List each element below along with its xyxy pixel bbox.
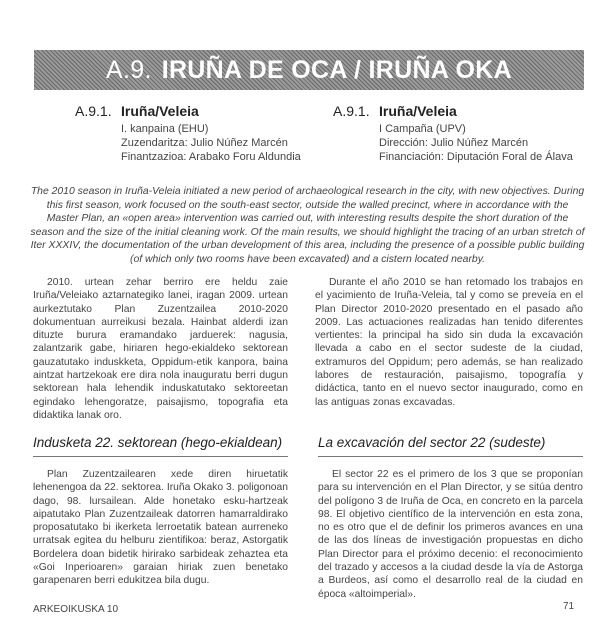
right-section-number: A.9.1. (333, 103, 370, 119)
right-meta (333, 103, 583, 164)
right-subheading: La excavación del sector 22 (sudeste) (318, 435, 546, 450)
right-meta-lines (379, 122, 583, 164)
left-body-paragraph-2: Plan Zuzentzailearen xede diren hiruetatik lehenengoa da 22. sektorea. Iruña Okako 3. poligonoan dago, 98. lursailean. Alde honetako esku-hartzeak aipatutako Plan Zuzentzaileak datorren hamarraldirako proposatutako bi ikerketa lerroetatik batean aurreneko urratsak egitea du helburu zientifikoa: beraz, Astorgatik Bordelera doan bidetik hirirako sarbideak zehaztea eta «Goi Inperioaren» garaian hiriak zuen benetako garapenaren berri edukitzea bila dugu. (33, 469, 288, 587)
left-meta-line: Finantzazioa: Arabako Foru Aldundia (121, 151, 301, 163)
right-meta-line: I Campaña (UPV) (379, 123, 466, 135)
right-subheading-rule (318, 456, 583, 457)
right-meta-line: Financiación: Diputación Foral de Álava (379, 151, 573, 163)
left-subheading: Indusketa 22. sektorean (hego-ekialdean) (33, 435, 283, 450)
left-section-number: A.9.1. (75, 103, 112, 119)
right-body-paragraph-2: El sector 22 es el primero de los 3 que se proponían para su intervención en el Plan Director, y se sitúa dentro del polígono 3 de Iruña de Oca, en concreto en la parcela 98. El objetivo científico de la intervención en esta zona, no es otro que el de definir los primeros avances en una de las dos líneas de investigación propuestas en dicho Plan Director para el próximo decenio: el reconocimiento del trazado y accesos a la ciudad desde la vía de Astorga a Burdeos, así como el desarrollo real de la ciudad en época «altoimperial». (318, 469, 583, 600)
left-meta-lines (121, 122, 315, 164)
left-section-name: Iruña/Veleia (121, 103, 199, 119)
left-body-paragraph-1: 2010. urtean zehar berriro ere heldu zaie Iruña/Veleiako aztarnategiko lanei, iragan 2009. urtean aurkeztutako Plan Zuzentzailea 2010-2020 dokumentuan aurreikusi bezala. Hainbat alderdi izan dituzte burura eramandako jarduerek: nagusia, zalantzarik gabe, hiriaren hego-ekialdeko sektorean gauzatutako induskketa, Oppidum-etik kanpora, baina aintzat hartzekoak ere dira nola inauguratu berri dugun sektorean hala lehendik induskatutako sektoreetan egindako lehengoratze, paisajismo, topografia eta didaktika lanak oro. (33, 277, 288, 421)
left-meta-line: I. kanpaina (EHU) (121, 123, 209, 135)
left-meta-line: Zuzendaritza: Julio Núñez Marcén (121, 137, 288, 149)
right-body-paragraph-1: Durante el año 2010 se han retomado los trabajos en el yacimiento de Iruña-Veleia, tal y como se preveía en el Plan Director 2010-2020 presentado en el pasado año 2009. Las actuaciones realizadas han tenido diferentes vertientes: la principal ha sido sin duda la excavación llevada a cabo en el sector sudeste de la ciudad, extramuros del Oppidum; pero además, se han realizado labores de restauración, paisajismo, topografía y didáctica, tanto en el nuevo sector inaugurado, como en las antiguas zonas excavadas. (315, 277, 583, 408)
right-section-name: Iruña/Veleia (379, 103, 457, 119)
page-title: IRUÑA DE OCA / IRUÑA OKA (161, 55, 512, 84)
title-banner (34, 50, 584, 90)
left-meta (75, 103, 315, 164)
english-abstract: The 2010 season in Iruña-Veleia initiated a new period of archaeological research in the city, with new objectives. During this first season, work focused on the south-east sector, outside the walled precinct, where in accordance with the Master Plan, an «open area» intervention was carried out, with interesting results despite the short duration of the season and the size of the initial cleaning work. Of the main results, we should highlight the tracing of an urban stretch of Iter XXXIV, the documentation of the urban development of this area, including the presence of a possible public building (of which only two rooms have been excavated) and a cistern located nearby. (30, 186, 585, 265)
page-number: 71 (563, 601, 575, 612)
section-number: A.9. (106, 55, 152, 84)
left-subheading-rule (33, 456, 288, 457)
footer-publication: ARKEOIKUSKA 10 (33, 604, 119, 615)
right-meta-line: Dirección: Julio Núñez Marcén (379, 137, 529, 149)
